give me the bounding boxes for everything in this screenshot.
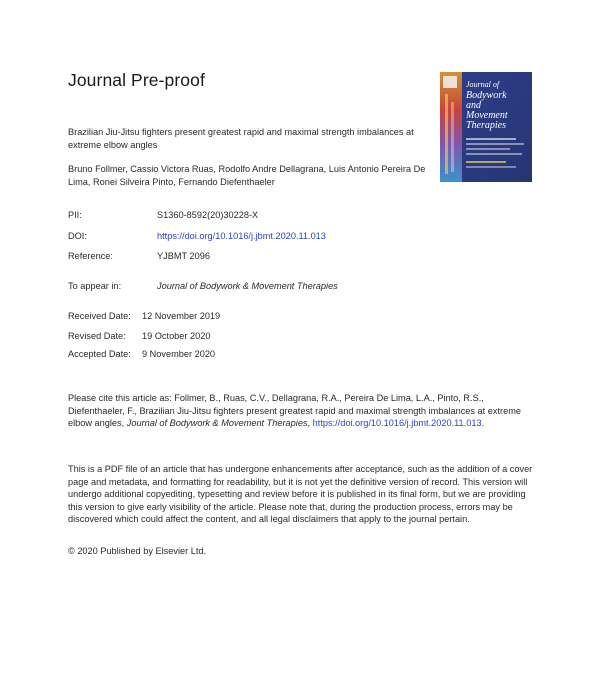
cover-title-line-2: Bodywork [466, 90, 507, 101]
accepted-label: Accepted Date: [68, 349, 131, 359]
cover-art [440, 72, 532, 182]
preproof-notice: This is a PDF file of an article that has undergone enhancements after acceptance, such as the addition of a cover page and metadata, and formatting for readability, but it is not yet the definitive version of record. This version will undergo additional copyediting, typesetting and review before it is published in its final form, but we are providing this version to give early visibility of the article. Please note that, during the production process, errors may be discovered which could affect the content, and all legal disclaimers that apply to the journal pertain. [68, 464, 533, 525]
meta-revised-row [68, 331, 211, 341]
citation-journal: Journal of Bodywork & Movement Therapies [126, 418, 308, 429]
citation-separator: , [307, 418, 311, 429]
cover-title-line-5: Therapies [466, 120, 506, 131]
citation-text: Please cite this article as: Follmer, B., Ruas, C.V., Dellagrana, R.A., Pereira De Lima, L.A., Pinto, R.S., Diefenthaeler, F., Brazilian Jiu-Jitsu fighters present greatest rapid and maximal strength imbalances at extreme elbow angles, [68, 393, 521, 429]
copyright-notice: © 2020 Published by Elsevier Ltd. [68, 546, 207, 556]
doi-label: DOI: [68, 231, 87, 241]
cover-title-line-4: Movement [466, 110, 508, 121]
citation-end: . [481, 418, 485, 429]
meta-received-row [68, 311, 221, 321]
accepted-value: 9 November 2020 [142, 349, 216, 359]
meta-pii-row [68, 210, 259, 220]
appear-value: Journal of Bodywork & Movement Therapies [157, 281, 338, 291]
received-label: Received Date: [68, 311, 131, 321]
citation-doi-link[interactable]: https://doi.org/10.1016/j.jbmt.2020.11.013 [312, 418, 482, 429]
article-authors: Bruno Follmer, Cassio Victora Ruas, Rodolfo Andre Dellagrana, Luis Antonio Pereira De Lima, Ronei Silveira Pinto, Fernando Diefenthaeler [68, 164, 426, 187]
reference-label: Reference: [68, 251, 113, 261]
meta-doi-row [68, 231, 326, 241]
meta-accepted-row [68, 349, 216, 359]
doi-link[interactable]: https://doi.org/10.1016/j.jbmt.2020.11.013 [157, 231, 326, 241]
revised-value: 19 October 2020 [142, 331, 211, 341]
appear-label: To appear in: [68, 281, 122, 291]
citation-paragraph [68, 392, 536, 430]
meta-appear-row [68, 281, 338, 291]
cover-title-line-3: and [466, 100, 481, 111]
article-title: Brazilian Jiu-Jitsu fighters present greatest rapid and maximal strength imbalances at extreme elbow angles [68, 127, 414, 150]
journal-cover-image [440, 72, 532, 182]
revised-label: Revised Date: [68, 331, 126, 341]
pii-value: S1360-8592(20)30228-X [157, 210, 259, 220]
page-heading: Journal Pre-proof [68, 70, 205, 90]
meta-reference-row [68, 251, 210, 261]
pii-label: PII: [68, 210, 82, 220]
cover-title-line-1: Journal of [466, 80, 500, 89]
received-value: 12 November 2019 [142, 311, 221, 321]
reference-value: YJBMT 2096 [157, 251, 210, 261]
